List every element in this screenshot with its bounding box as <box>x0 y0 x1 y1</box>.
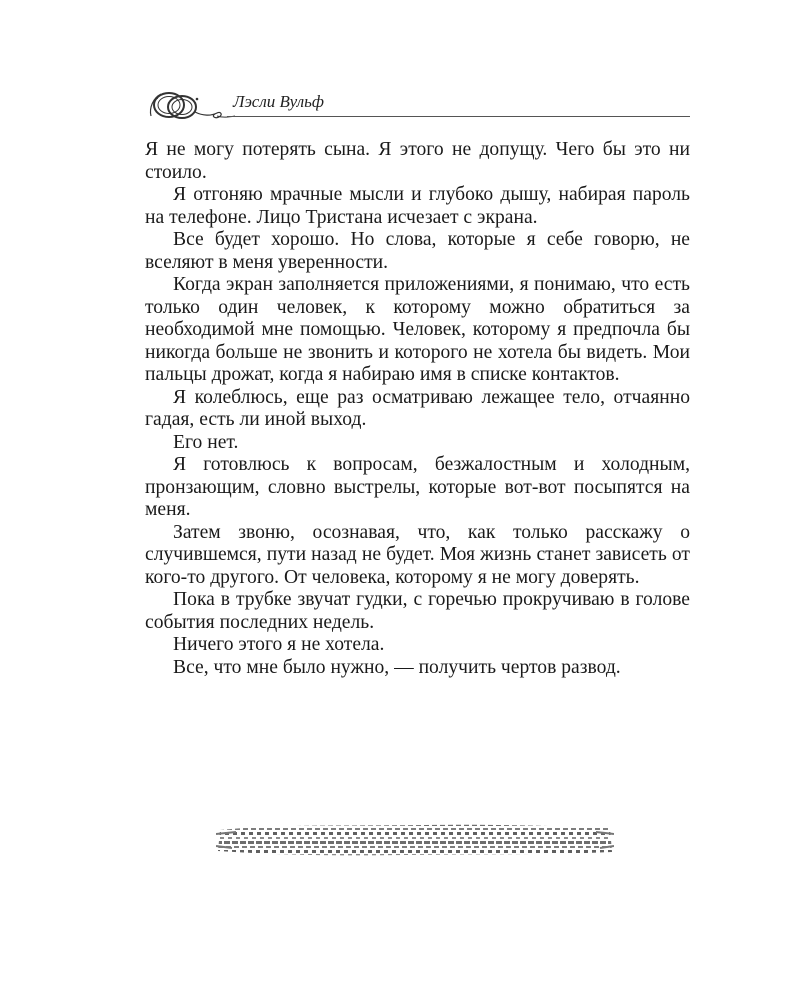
paragraph: Я готовлюсь к вопросам, безжалостным и холодным, пронзающим, словно выстрелы, которые вот-вот посыпятся на меня. <box>145 454 690 520</box>
paragraph: Все, что мне было нужно, — получить чертов развод. <box>173 656 621 678</box>
tire-track-divider-icon <box>216 820 614 860</box>
paragraph: Затем звоню, осознавая, что, как только расскажу о случившемся, пути назад не будет. Моя жизнь станет зависеть от кого-то другого. От человека, которому я не могу доверять. <box>145 521 690 588</box>
paragraph: Я отгоняю мрачные мысли и глубоко дышу, набирая пароль на телефоне. Лицо Тристана исчезает с экрана. <box>145 184 690 228</box>
paragraph: Я не могу потерять сына. Я этого не допущу. Чего бы это ни стоило. <box>145 139 690 183</box>
wedding-rings-ornament-icon <box>145 86 237 126</box>
paragraph: Все будет хорошо. Но слова, которые я себе говорю, не вселяют в меня уверенности. <box>145 229 690 273</box>
body-text <box>145 139 690 679</box>
paragraph: Я колеблюсь, еще раз осматриваю лежащее тело, отчаянно гадая, есть ли иной выход. <box>145 386 690 430</box>
running-header <box>145 86 690 126</box>
paragraph: Его нет. <box>173 431 239 453</box>
paragraph: Пока в трубке звучат гудки, с горечью прокручиваю в голове события последних недель. <box>145 589 690 633</box>
paragraph: Когда экран заполняется приложениями, я понимаю, что есть только один человек, к которому можно обратиться за необходимой мне помощью. Человек, которому я предпочла бы никогда больше не звонить и которого не хотела бы видеть. Мои пальцы дрожат, когда я набираю имя в списке контактов. <box>145 274 690 385</box>
paragraph: Ничего этого я не хотела. <box>173 634 385 655</box>
running-header-author: Лэсли Вульф <box>233 92 324 111</box>
header-rule <box>227 116 690 117</box>
